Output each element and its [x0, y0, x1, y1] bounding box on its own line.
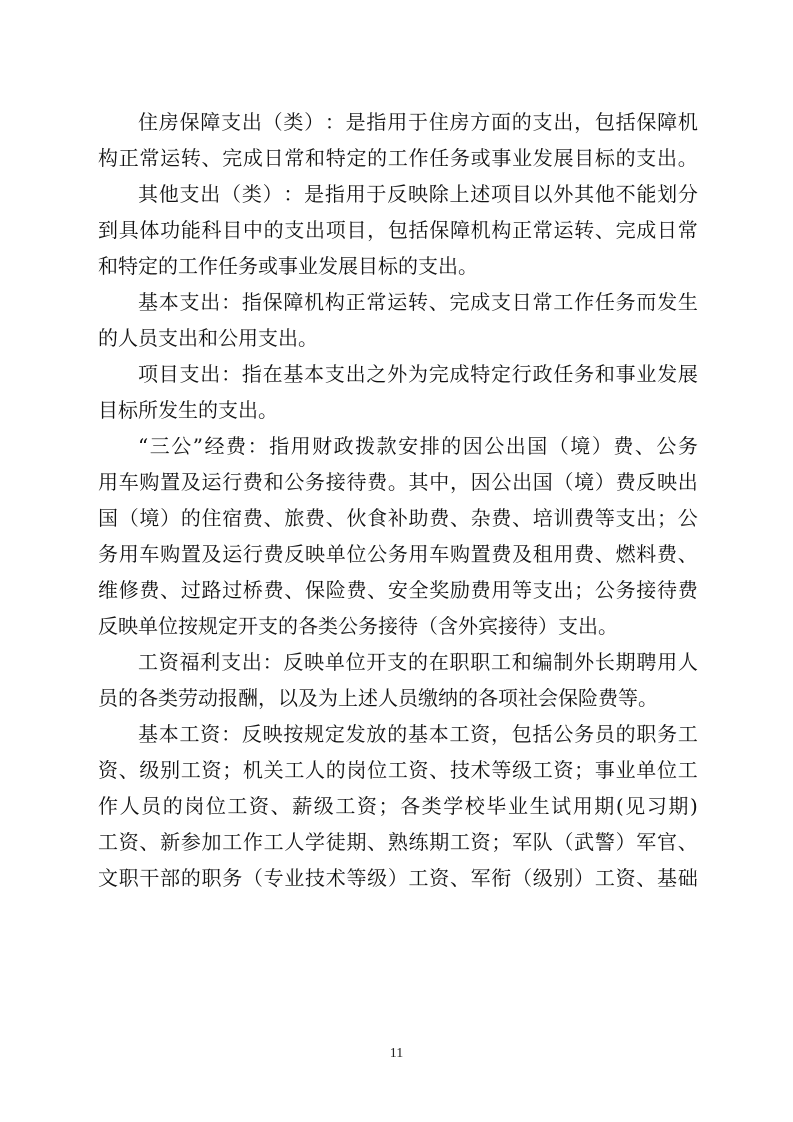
- text-line: 其 他 支 出 （ 类 ） ： 是 指 用 于 反 映 除 上 述 项 目 以 外 其 他 不 能 划 分: [138, 182, 698, 206]
- text-line: 基 本 支 出 ： 指 保 障 机 构 正 常 运 转 、 完 成 支 日 常 工 作 任 务 而 发 生: [138, 290, 698, 314]
- text-line: 维 修 费 、 过 路 过 桥 费 、 保 险 费 、 安 全 奖 励 费 用 等 支 出 ； 公 务 接 待 费: [98, 578, 698, 602]
- page-number: 11: [389, 1046, 404, 1061]
- text-line: 目标所发生的支出。: [98, 398, 278, 422]
- text-line: 和特定的工作任务或事业发展目标的支出。: [98, 254, 478, 278]
- text-line: 项 目 支 出 ： 指 在 基 本 支 出 之 外 为 完 成 特 定 行 政 任 务 和 事 业 发 展: [138, 362, 698, 386]
- text-line: 务 用 车 购 置 及 运 行 费 反 映 单 位 公 务 用 车 购 置 费 及 租 用 费 、 燃 料 费 、: [98, 542, 698, 566]
- text-line: 国 （ 境 ） 的 住 宿 费 、 旅 费 、 伙 食 补 助 费 、 杂 费 、 培 训 费 等 支 出 ； 公: [98, 506, 698, 530]
- text-line: 的人员支出和公用支出。: [98, 326, 318, 350]
- text-line: “ 三 公 ” 经 费 ： 指 用 财 政 拨 款 安 排 的 因 公 出 国 （ 境 ） 费 、 公 务: [138, 434, 698, 458]
- text-line: 基 本 工 资 ： 反 映 按 规 定 发 放 的 基 本 工 资 ， 包 括 公 务 员 的 职 务 工: [138, 722, 698, 746]
- text-line: 工 资 、 新 参 加 工 作 工 人 学 徒 期 、 熟 练 期 工 资 ； 军 队 （ 武 警 ） 军 官 、: [98, 830, 698, 854]
- text-line: 文 职 干 部 的 职 务 （ 专 业 技 术 等 级 ） 工 资 、 军 衔 （ 级 别 ） 工 资 、 基 础: [98, 866, 698, 890]
- body-text: [98, 104, 698, 896]
- text-line: 住 房 保 障 支 出 （ 类 ） ： 是 指 用 于 住 房 方 面 的 支 出 ， 包 括 保 障 机: [138, 110, 698, 134]
- text-line: 作 人 员 的 岗 位 工 资 、 薪 级 工 资 ； 各 类 学 校 毕 业 生 试 用 期 ( 见 习 期 ): [98, 794, 698, 818]
- text-line: 构 正 常 运 转 、 完 成 日 常 和 特 定 的 工 作 任 务 或 事 业 发 展 目 标 的 支 出 。: [98, 146, 698, 170]
- text-line: 用 车 购 置 及 运 行 费 和 公 务 接 待 费 。 其 中 ， 因 公 出 国 （ 境 ） 费 反 映 出: [98, 470, 698, 494]
- text-line: 到 具 体 功 能 科 目 中 的 支 出 项 目 ， 包 括 保 障 机 构 正 常 运 转 、 完 成 日 常: [98, 218, 698, 242]
- text-line: 员的各类劳动报酬，以及为上述人员缴纳的各项社会保险费等。: [98, 686, 658, 710]
- text-line: 工 资 福 利 支 出 ： 反 映 单 位 开 支 的 在 职 职 工 和 编 制 外 长 期 聘 用 人: [138, 650, 698, 674]
- text-line: 反映单位按规定开支的各类公务接待（含外宾接待）支出。: [98, 614, 618, 638]
- text-line: 资 、 级 别 工 资 ； 机 关 工 人 的 岗 位 工 资 、 技 术 等 级 工 资 ； 事 业 单 位 工: [98, 758, 698, 782]
